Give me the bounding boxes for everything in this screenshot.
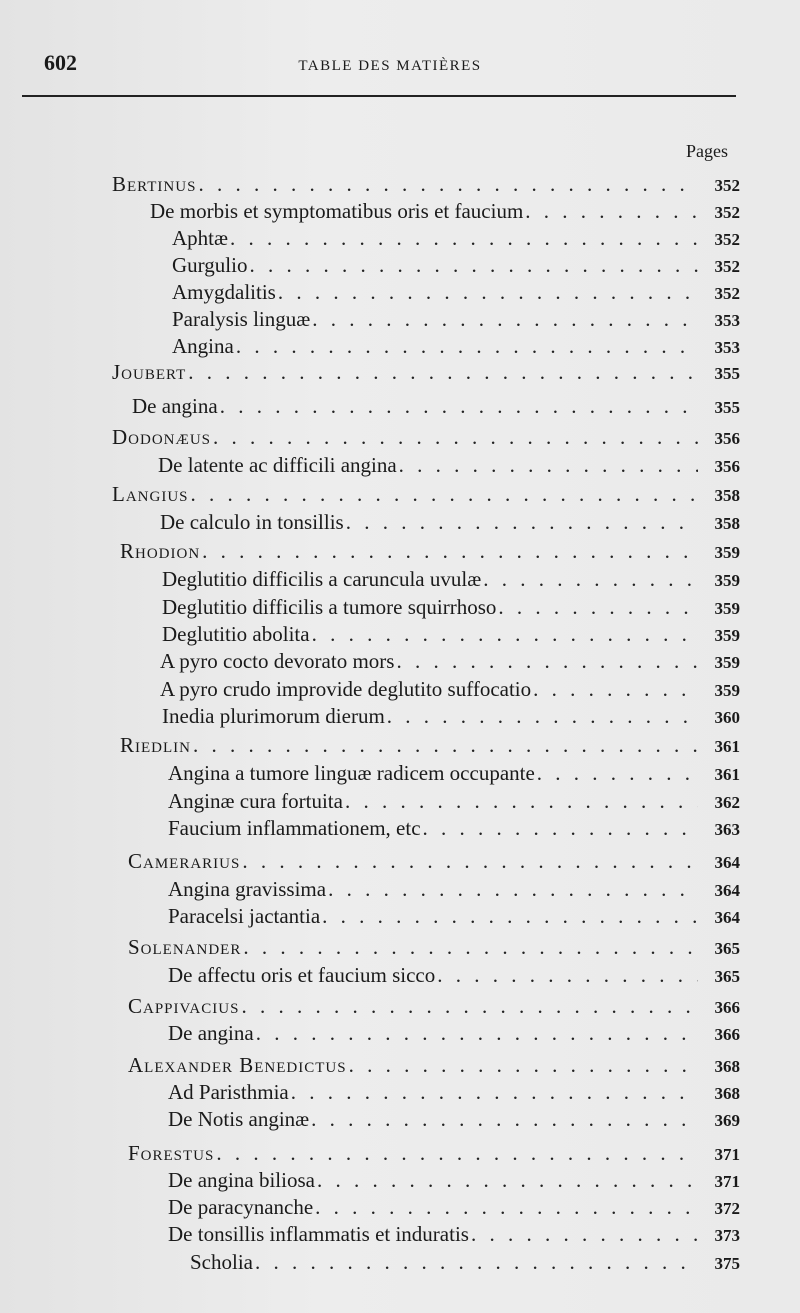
toc-entry-row bbox=[168, 788, 740, 814]
toc-entry-row bbox=[172, 279, 740, 305]
toc-title: De tonsillis inflammatis et induratis bbox=[168, 1222, 469, 1246]
toc-entry-row bbox=[168, 1194, 740, 1220]
dot-leader bbox=[346, 509, 698, 535]
dot-leader bbox=[193, 732, 698, 758]
toc-entry-row bbox=[160, 648, 740, 674]
dot-leader bbox=[230, 225, 698, 251]
toc-entry-row bbox=[168, 760, 740, 786]
toc-author-row bbox=[128, 848, 740, 874]
toc-title: Angina bbox=[172, 334, 234, 358]
page-number: 602 bbox=[44, 50, 77, 75]
toc-title: Deglutitio difficilis a caruncula uvulæ bbox=[162, 567, 482, 591]
toc-entry-row bbox=[162, 594, 740, 620]
toc-entry-row bbox=[168, 1106, 740, 1132]
toc-title: Joubert bbox=[112, 360, 187, 384]
toc-page-number: 366 bbox=[714, 998, 740, 1017]
toc-title: Angina a tumore linguæ radicem occupante bbox=[168, 761, 535, 785]
dot-leader bbox=[423, 815, 698, 841]
dot-leader bbox=[387, 703, 698, 729]
toc-title: Dodonæus bbox=[112, 425, 212, 449]
toc-title: Alexander Benedictus bbox=[128, 1053, 347, 1077]
toc-page-number: 352 bbox=[714, 176, 740, 195]
toc-page-number: 363 bbox=[714, 820, 740, 839]
toc-page-number: 359 bbox=[714, 599, 740, 618]
toc-entry-row bbox=[168, 876, 740, 902]
toc-title: Gurgulio bbox=[172, 253, 248, 277]
toc-author-row bbox=[128, 993, 740, 1019]
toc-title: Cappivacius bbox=[128, 994, 240, 1018]
dot-leader bbox=[533, 676, 698, 702]
dot-leader bbox=[328, 876, 698, 902]
toc-entry-row bbox=[162, 566, 740, 592]
toc-entry-row bbox=[168, 815, 740, 841]
dot-leader bbox=[525, 198, 698, 224]
toc-title: Deglutitio difficilis a tumore squirrhoso bbox=[162, 595, 497, 619]
toc-entry-row bbox=[168, 1221, 740, 1247]
toc-entry-row bbox=[168, 962, 740, 988]
toc-title: De calculo in tonsillis bbox=[160, 510, 344, 534]
toc-title: Solenander bbox=[128, 935, 242, 959]
dot-leader bbox=[188, 359, 698, 385]
dot-leader bbox=[437, 962, 698, 988]
toc-page-number: 360 bbox=[714, 708, 740, 727]
toc-page-number: 364 bbox=[714, 881, 740, 900]
toc-page-number: 352 bbox=[714, 203, 740, 222]
toc-page-number: 355 bbox=[714, 398, 740, 417]
dot-leader bbox=[471, 1221, 698, 1247]
toc-title: De affectu oris et faucium sicco bbox=[168, 963, 436, 987]
dot-leader bbox=[322, 903, 698, 929]
dot-leader bbox=[213, 424, 698, 450]
toc-title: Amygdalitis bbox=[172, 280, 276, 304]
toc-author-row bbox=[120, 538, 740, 564]
toc-title: A pyro crudo improvide deglutito suffocatio bbox=[160, 677, 532, 701]
toc-page-number: 356 bbox=[714, 457, 740, 476]
dot-leader bbox=[498, 594, 698, 620]
toc-title: Anginæ cura fortuita bbox=[168, 789, 343, 813]
dot-leader bbox=[191, 481, 699, 507]
toc-entry-row bbox=[158, 452, 740, 478]
toc-title: Angina gravissima bbox=[168, 877, 327, 901]
toc-page-number: 375 bbox=[714, 1254, 740, 1273]
toc-title: Camerarius bbox=[128, 849, 241, 873]
toc-entry-row bbox=[168, 903, 740, 929]
toc-entry-row bbox=[172, 252, 740, 278]
toc-entry-row bbox=[162, 621, 740, 647]
toc-page-number: 359 bbox=[714, 626, 740, 645]
dot-leader bbox=[255, 1249, 698, 1275]
dot-leader bbox=[315, 1194, 698, 1220]
toc-page-number: 361 bbox=[714, 737, 740, 756]
dot-leader bbox=[278, 279, 698, 305]
toc-page-number: 366 bbox=[714, 1025, 740, 1044]
toc-title: Scholia bbox=[190, 1250, 253, 1274]
toc-entry-row bbox=[172, 306, 740, 332]
toc-author-row bbox=[128, 1052, 740, 1078]
toc-author-row bbox=[120, 732, 740, 758]
toc-title: De paracynanche bbox=[168, 1195, 314, 1219]
dot-leader bbox=[241, 993, 698, 1019]
dot-leader bbox=[311, 1106, 698, 1132]
toc-title: Inedia plurimorum dierum bbox=[162, 704, 385, 728]
dot-leader bbox=[242, 848, 698, 874]
dot-leader bbox=[312, 306, 698, 332]
toc-author-row bbox=[128, 1140, 740, 1166]
toc-author-row bbox=[112, 359, 740, 385]
dot-leader bbox=[537, 760, 698, 786]
toc-title: De angina biliosa bbox=[168, 1168, 315, 1192]
dot-leader bbox=[317, 1167, 698, 1193]
toc-page-number: 368 bbox=[714, 1057, 740, 1076]
toc-title: De latente ac difficili angina bbox=[158, 453, 397, 477]
toc-title: Rhodion bbox=[120, 539, 201, 563]
toc-title: Deglutitio abolita bbox=[162, 622, 310, 646]
toc-page-number: 355 bbox=[714, 364, 740, 383]
toc-title: Bertinus bbox=[112, 172, 197, 196]
toc-page-number: 352 bbox=[714, 230, 740, 249]
toc-page-number: 368 bbox=[714, 1084, 740, 1103]
toc-page-number: 356 bbox=[714, 429, 740, 448]
toc-title: Ad Paristhmia bbox=[168, 1080, 289, 1104]
toc-entry-row bbox=[168, 1167, 740, 1193]
toc-title: De Notis anginæ bbox=[168, 1107, 310, 1131]
dot-leader bbox=[249, 252, 698, 278]
dot-leader bbox=[396, 648, 698, 674]
toc-entry-row bbox=[190, 1249, 740, 1275]
toc-title: De angina bbox=[168, 1021, 254, 1045]
toc-entry-row bbox=[162, 703, 740, 729]
toc-page-number: 364 bbox=[714, 853, 740, 872]
toc-page-number: 358 bbox=[714, 514, 740, 533]
toc-page-number: 352 bbox=[714, 284, 740, 303]
dot-leader bbox=[198, 171, 698, 197]
dot-leader bbox=[216, 1140, 698, 1166]
toc-page-number: 359 bbox=[714, 681, 740, 700]
toc-title: Aphtæ bbox=[172, 226, 229, 250]
toc-author-row bbox=[112, 171, 740, 197]
toc-entry-row bbox=[160, 509, 740, 535]
toc-page-number: 362 bbox=[714, 793, 740, 812]
toc-entry-row bbox=[132, 393, 740, 419]
toc-entry-row bbox=[160, 676, 740, 702]
toc-entry-row bbox=[168, 1020, 740, 1046]
dot-leader bbox=[220, 393, 698, 419]
toc-title: De angina bbox=[132, 394, 218, 418]
toc-title: Faucium inflammationem, etc bbox=[168, 816, 421, 840]
dot-leader bbox=[349, 1052, 698, 1078]
toc-author-row bbox=[112, 424, 740, 450]
toc-entry-row bbox=[150, 198, 740, 224]
toc-page-number: 365 bbox=[714, 967, 740, 986]
dot-leader bbox=[399, 452, 698, 478]
dot-leader bbox=[236, 333, 698, 359]
running-title: TABLE DES MATIÈRES bbox=[298, 58, 482, 74]
toc-title: Paracelsi jactantia bbox=[168, 904, 321, 928]
toc-page-number: 371 bbox=[714, 1145, 740, 1164]
dot-leader bbox=[291, 1079, 698, 1105]
toc-page-number: 372 bbox=[714, 1199, 740, 1218]
dot-leader bbox=[483, 566, 698, 592]
toc-page-number: 358 bbox=[714, 486, 740, 505]
header-rule bbox=[22, 95, 736, 97]
toc-title: Paralysis linguæ bbox=[172, 307, 311, 331]
toc-title: Forestus bbox=[128, 1141, 215, 1165]
toc-title: Riedlin bbox=[120, 733, 191, 757]
toc-entry-row bbox=[172, 333, 740, 359]
toc-page-number: 359 bbox=[714, 571, 740, 590]
toc-entry-row bbox=[168, 1079, 740, 1105]
toc-title: A pyro cocto devorato mors bbox=[160, 649, 395, 673]
toc-page-number: 361 bbox=[714, 765, 740, 784]
toc-title: De morbis et symptomatibus oris et faucium bbox=[150, 199, 524, 223]
dot-leader bbox=[202, 538, 698, 564]
toc-page-number: 359 bbox=[714, 653, 740, 672]
dot-leader bbox=[243, 934, 698, 960]
toc-title: Langius bbox=[112, 482, 189, 506]
toc-page-number: 353 bbox=[714, 311, 740, 330]
toc-page-number: 353 bbox=[714, 338, 740, 357]
toc-author-row bbox=[112, 481, 740, 507]
toc-page-number: 365 bbox=[714, 939, 740, 958]
dot-leader bbox=[345, 788, 698, 814]
toc-author-row bbox=[128, 934, 740, 960]
dot-leader bbox=[312, 621, 698, 647]
toc-page-number: 364 bbox=[714, 908, 740, 927]
toc-page-number: 359 bbox=[714, 543, 740, 562]
dot-leader bbox=[256, 1020, 698, 1046]
pages-column-label: Pages bbox=[686, 141, 728, 161]
toc-page-number: 369 bbox=[714, 1111, 740, 1130]
toc-entry-row bbox=[172, 225, 740, 251]
toc-page-number: 373 bbox=[714, 1226, 740, 1245]
toc-page-number: 371 bbox=[714, 1172, 740, 1191]
toc-page-number: 352 bbox=[714, 257, 740, 276]
